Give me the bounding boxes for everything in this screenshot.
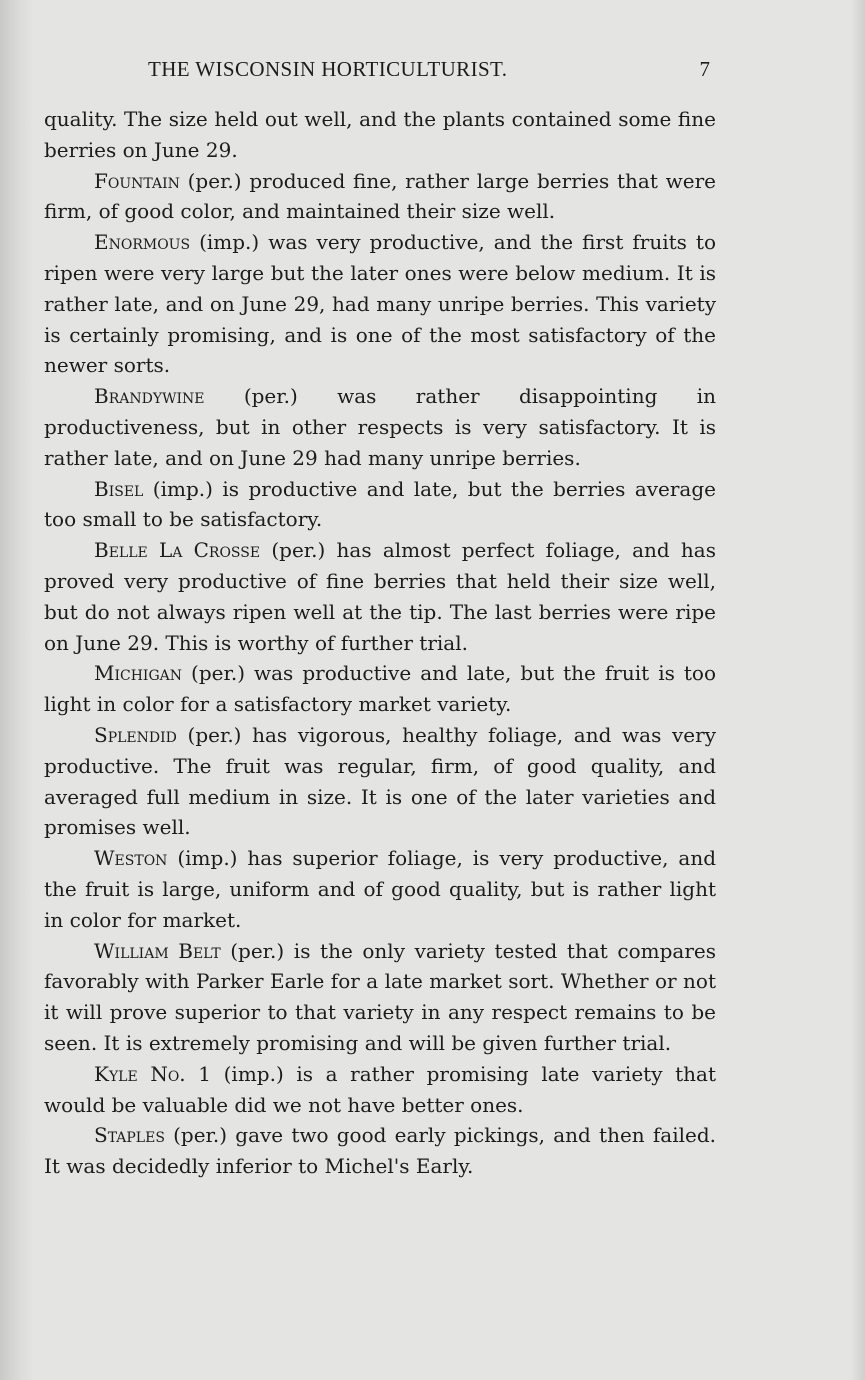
paragraph-text: (per.) has vigorous, healthy foliage, and was very productive. The fruit was regular, firm, of good quality, and averaged full medium in size. It is one of the later varieties and promises well. [44, 722, 716, 840]
variety-name: Weston [94, 846, 168, 871]
paragraph-bisel [44, 474, 716, 536]
variety-name: Enormous [94, 230, 191, 255]
variety-name: Fountain [94, 168, 180, 193]
paragraph-text: (per.) was rather disappointing in productiveness, but in other respects is very satisfactory. It is rather late, and on June 29 had many unripe berries. [44, 384, 716, 470]
variety-name: Bisel [94, 476, 144, 501]
paragraph-text: (per.) gave two good early pickings, and then failed. It was decidedly inferior to Michel's Early. [44, 1123, 716, 1179]
paragraph-splendid [44, 720, 716, 843]
running-head: THE WISCONSIN HORTICULTURIST. [148, 57, 508, 81]
paragraph-text: (imp.) is a rather promising late variety that would be valuable did we not have better ones. [44, 1061, 716, 1117]
variety-name: Belle La Crosse [94, 538, 261, 563]
paragraph-continuation [44, 104, 716, 166]
paragraph-enormous [44, 227, 716, 381]
paragraph-william-belt [44, 936, 716, 1059]
paragraph-text: (imp.) has superior foliage, is very productive, and the fruit is large, uniform and of good quality, but is rather light in color for market. [44, 846, 716, 932]
variety-name: Michigan [94, 661, 183, 686]
paragraph-text: (imp.) was very productive, and the first fruits to ripen were very large but the later ones were below medium. It is rather late, and on June 29, had many unripe berries. This variety is certainly promising, and is one of the most satisfactory of the newer sorts. [44, 230, 716, 378]
paragraph-text: (per.) is the only variety tested that compares favorably with Parker Earle for a late market sort. Whether or not it will prove superior to that variety in any respect remains to be seen. It is extremely promising and will be given further trial. [44, 938, 716, 1055]
variety-name: Splendid [94, 722, 177, 747]
paragraph-text: (per.) produced fine, rather large berries that were firm, of good color, and maintained their size well. [44, 168, 716, 224]
page-edge-shadow [0, 0, 34, 1380]
paragraph-michigan [44, 658, 716, 720]
paragraph-text: (per.) was productive and late, but the fruit is too light in color for a satisfactory market variety. [44, 661, 716, 717]
paragraph-text: (per.) has almost perfect foliage, and has proved very productive of fine berries that held their size well, but do not always ripen well at the tip. The last berries were ripe on June 29. This is worthy of further trial. [44, 538, 716, 655]
variety-name: Brandywine [94, 384, 205, 409]
page-header [40, 57, 720, 87]
paragraph-text: (imp.) is productive and late, but the berries average too small to be satisfactory. [44, 476, 716, 532]
variety-name: Staples [94, 1123, 165, 1148]
variety-name: Kyle No. 1 [94, 1061, 211, 1086]
paragraph-staples [44, 1120, 716, 1182]
paragraph-belle-la-crosse [44, 535, 716, 658]
variety-name: William Belt [94, 938, 221, 963]
paragraph-text: quality. The size held out well, and the plants contained some fine berries on June 29. [44, 107, 716, 162]
body-text [44, 104, 716, 1182]
paragraph-kyle [44, 1059, 716, 1121]
page-edge-shadow-right [851, 0, 865, 1380]
paragraph-weston [44, 843, 716, 935]
paragraph-fountain [44, 166, 716, 228]
paragraph-brandywine [44, 381, 716, 473]
page-number: 7 [699, 57, 710, 81]
